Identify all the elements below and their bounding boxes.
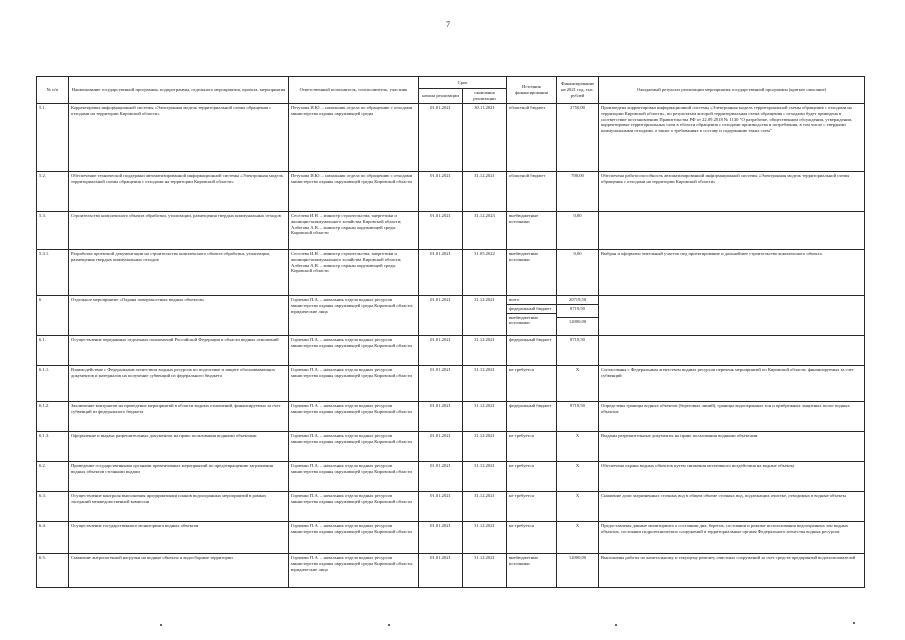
row-source: федеральный бюджет	[507, 401, 557, 431]
row-num: 6.1.3.	[37, 431, 69, 461]
table-row	[37, 461, 865, 491]
row-source: не требуется	[507, 461, 557, 491]
row-num: 6.2.	[37, 461, 69, 491]
row-result: Снижение доли загрязненных сточных вод в общем объеме сточных вод, подлежащих очистке, отводимых в водные объекты	[599, 491, 865, 521]
row-num: 5.2.	[37, 171, 69, 211]
table-row	[37, 401, 865, 431]
row-executor: Горченко П.А. – начальник отдела водных ресурсов министерства охраны окружающей среды Кировской области	[289, 491, 419, 521]
source-federal: федеральный бюджет	[507, 304, 556, 313]
row-amount: 12000,00	[557, 553, 599, 587]
row-executor: Горченко П.А. – начальник отдела водных ресурсов министерства охраны окружающей среды Кировской области	[289, 431, 419, 461]
row-result: Обеспечена работоспособность автоматизированной информационной системы «Электронная модель территориальной схемы обращения с отходами на территории Кировской области»	[599, 171, 865, 211]
table-row	[37, 211, 865, 249]
source-total: всего	[507, 296, 556, 304]
scan-speck	[615, 624, 617, 626]
row-source-split	[507, 295, 557, 335]
header-term-start: начала реализации	[419, 89, 463, 104]
table-row	[37, 171, 865, 211]
header-result: Ожидаемый результат реализации мероприятия государственной программы (краткое описание)	[599, 77, 865, 104]
row-start: 01.01.2021	[419, 249, 463, 295]
row-executor: Горченко П.А. – начальник отдела водных ресурсов министерства охраны окружающей среды Кировской области	[289, 365, 419, 401]
row-name: Осуществление переданных отдельных полномочий Российской Федерации в области водных отношений	[69, 335, 289, 365]
row-result	[599, 335, 865, 365]
row-start: 01.01.2021	[419, 553, 463, 587]
row-result: Произведена корректировка информационной системы «Электронная модель территориальной схемы обращения с отходами на территории Кировской области», по результатам которой территориальная схема обращения с отходами будет приведена в соответствие постановлению Правительства РФ от 22.09.2018 № 1130 "О разработке, общественном обсуждении, утверждении, корректировке территориальных схем в области обращения с отходами производства и потребления, в том числе с твердыми коммунальными отходами, а также о требованиях к составу и содержанию таких схем"	[599, 103, 865, 171]
row-name: Оформление и выдача разрешительных документов на право пользования водными объектами	[69, 431, 289, 461]
row-source: не требуется	[507, 491, 557, 521]
row-end: 31.12.2021	[463, 491, 507, 521]
row-source: не требуется	[507, 365, 557, 401]
row-amount: 8719,50	[557, 335, 599, 365]
row-executor: Сеселева И.Н. – министр строительства, энергетики и жилищно-коммунального хозяйства Кировской области; Албегова А.В. – министр охраны окружающей среды Кировской области	[289, 249, 419, 295]
header-term-end: окончания реализации	[463, 89, 507, 104]
row-executor: Петухова И.Ю. – начальник отдела по обращению с отходами министерства охраны окружающей среды Кировской области	[289, 171, 419, 211]
header-amount: Финансирование на 2021 год, тыс. рублей	[557, 77, 599, 104]
row-num: 6.4.	[37, 521, 69, 553]
row-start: 01.01.2021	[419, 365, 463, 401]
table-row	[37, 365, 865, 401]
row-result: Выбран и оформлен земельный участок под проектирование и дальнейшее строительство комплексного объекта.	[599, 249, 865, 295]
page-number: 7	[446, 20, 450, 29]
row-source: внебюджетные источники	[507, 553, 557, 587]
row-source: областной бюджет	[507, 171, 557, 211]
row-name: Проведение государственными органами превентивных мероприятий по предотвращению загрязнения водных объектов сточными водами	[69, 461, 289, 491]
scan-speck	[853, 622, 855, 624]
row-amount: Х	[557, 461, 599, 491]
row-amount: Х	[557, 491, 599, 521]
row-executor: Горченко П.А. – начальник отдела водных ресурсов министерства охраны окружающей среды Кировской области, юридические лица	[289, 553, 419, 587]
row-num: 6.1.1.	[37, 365, 69, 401]
row-name: Снижение антропогенной нагрузки на водные объекты и водосборные территории	[69, 553, 289, 587]
row-end: 31.05.2022	[463, 249, 507, 295]
row-num: 5.3.1.	[37, 249, 69, 295]
row-start: 01.01.2021	[419, 491, 463, 521]
row-start: 01.01.2021	[419, 431, 463, 461]
row-amount-split	[557, 295, 599, 335]
scan-speck	[160, 624, 162, 626]
row-name: Осуществление контроля выполнения предприятиями планов водоохранных мероприятий в рамках заседаний межведомственной комиссии	[69, 491, 289, 521]
row-start: 01.01.2021	[419, 171, 463, 211]
table-row	[37, 295, 865, 335]
row-executor: Петухова И.Ю. – начальник отдела по обращению с отходами министерства охраны окружающей среды	[289, 103, 419, 171]
row-end: 31.12.2021	[463, 553, 507, 587]
row-result: Определены границы водных объектов (береговых линий), границы водоохранных зон и прибрежных защитных полос водных объектов	[599, 401, 865, 431]
amount-extrabudget: 12000,00	[568, 318, 587, 324]
row-amount: 0,00	[557, 211, 599, 249]
row-result: Выданы разрешительные документы на право пользования водными объектами	[599, 431, 865, 461]
table-row	[37, 335, 865, 365]
row-num: 6.3.	[37, 491, 69, 521]
row-name: Разработка проектной документации на строительство комплексного объекта обработки, утилизации, размещения твердых коммунальных отходов	[69, 249, 289, 295]
source-extrabudget: внебюджетные источники	[509, 314, 539, 326]
row-end: 31.12.2021	[463, 521, 507, 553]
row-num: 6.1.2.	[37, 401, 69, 431]
row-result: Обеспечена охрана водных объектов путем снижения негативного воздействия на водные объекты	[599, 461, 865, 491]
row-start: 01.01.2021	[419, 335, 463, 365]
row-source: не требуется	[507, 431, 557, 461]
row-amount: Х	[557, 521, 599, 553]
table-row	[37, 521, 865, 553]
table-row	[37, 249, 865, 295]
row-num: 6.5.	[37, 553, 69, 587]
row-result: Выполнены работы по капитальному и текущему ремонту очистных сооружений за счет средств предприятий водопользователей	[599, 553, 865, 587]
header-num: № п/п	[37, 77, 69, 104]
row-amount: 0,00	[557, 249, 599, 295]
row-end: 31.12.2021	[463, 335, 507, 365]
row-executor: Горченко П.А. – начальник отдела водных ресурсов министерства охраны окружающей среды Кировской области	[289, 401, 419, 431]
row-amount: 700,00	[557, 171, 599, 211]
row-end: 31.12.2021	[463, 365, 507, 401]
row-source: федеральный бюджет	[507, 335, 557, 365]
row-amount: Х	[557, 431, 599, 461]
header-name: Наименование государственной программы, подпрограммы, отдельного мероприятия, проекта, мероприятия	[69, 77, 289, 104]
row-end: 31.12.2021	[463, 295, 507, 335]
amount-total: 20719,50	[557, 296, 598, 304]
row-source: внебюджетные источники	[507, 249, 557, 295]
row-name: Строительство комплексного объекта обработки, утилизации, размещения твердых коммунальных отходов	[69, 211, 289, 249]
row-start: 01.01.2021	[419, 211, 463, 249]
row-source: внебюджетные источники	[507, 211, 557, 249]
row-result	[599, 211, 865, 249]
row-executor: Горченко П.А. – начальник отдела водных ресурсов министерства охраны окружающей среды Кировской области	[289, 461, 419, 491]
row-amount: Х	[557, 365, 599, 401]
amount-federal: 8719,50	[557, 304, 598, 317]
header-source: Источник финансирования	[507, 77, 557, 104]
header-term: Срок	[419, 77, 507, 89]
row-start: 01.01.2021	[419, 521, 463, 553]
row-num: 5.3.	[37, 211, 69, 249]
row-name: Обеспечение технической поддержки автоматизированной информационной системы «Электронная модель территориальной схемы обращения с отходами на территории Кировской области»	[69, 171, 289, 211]
row-name: Осуществление государственного мониторинга водных объектов	[69, 521, 289, 553]
table-row	[37, 553, 865, 587]
row-end: 31.12.2021	[463, 171, 507, 211]
row-name: Корректировка информационной системы «Электронная модель территориальной схемы обращения с отходами на территории Кировской области»	[69, 103, 289, 171]
program-table	[36, 76, 865, 588]
row-num: 6.1.	[37, 335, 69, 365]
row-end: 31.12.2023	[463, 211, 507, 249]
row-result: Согласованы с Федеральным агентством водных ресурсов перечень мероприятий по Кировской области, финансируемых за счет субвенций	[599, 365, 865, 401]
row-amount: 8719,50	[557, 401, 599, 431]
row-num: 5.1.	[37, 103, 69, 171]
row-start: 01.01.2021	[419, 401, 463, 431]
table-row	[37, 103, 865, 171]
row-end: 31.12.2021	[463, 431, 507, 461]
row-executor: Горченко П.А. – начальник отдела водных ресурсов министерства охраны окружающей среды Кировской области	[289, 521, 419, 553]
scan-speck	[388, 624, 390, 626]
table-row	[37, 431, 865, 461]
row-name: Заключение контрактов на проведение мероприятий в области водных отношений, финансируемых за счет субвенций из федерального бюджета	[69, 401, 289, 431]
row-start: 01.01.2021	[419, 103, 463, 171]
row-executor: Горченко П.А. – начальник отдела водных ресурсов министерства охраны окружающей среды Кировской области, юридические лица	[289, 295, 419, 335]
row-source: не требуется	[507, 521, 557, 553]
row-executor: Горченко П.А. – начальник отдела водных ресурсов министерства охраны окружающей среды Кировской области	[289, 335, 419, 365]
row-executor: Сеселева И.Н. – министр строительства, энергетики и жилищно-коммунального хозяйства Кировской области; Албегова А.В. – министр охраны окружающей среды Кировской области	[289, 211, 419, 249]
row-amount: 2750,00	[557, 103, 599, 171]
row-result	[599, 295, 865, 335]
row-result: Предоставлены данные мониторинга о состоянии дна, берегов, состоянии и режиме использования водоохранных зон водных объектов, состоянии гидротехнических сооружений в территориальные органы Федерального агентства водных ресурсов	[599, 521, 865, 553]
row-name: Отдельное мероприятие «Охрана поверхностных водных объектов»	[69, 295, 289, 335]
header-executor: Ответственный исполнитель, соисполнитель, участник	[289, 77, 419, 104]
row-end: 31.12.2021	[463, 401, 507, 431]
row-end: 30.11.2021	[463, 103, 507, 171]
row-num: 6	[37, 295, 69, 335]
row-name: Взаимодействие с Федеральным агентством водных ресурсов по подготовке и защите обосновывающих документов и материалов на получение субвенций из федерального бюджета	[69, 365, 289, 401]
row-start: 01.01.2021	[419, 461, 463, 491]
table-row	[37, 491, 865, 521]
row-source: областной бюджет	[507, 103, 557, 171]
row-end: 31.12.2021	[463, 461, 507, 491]
row-start: 01.01.2021	[419, 295, 463, 335]
